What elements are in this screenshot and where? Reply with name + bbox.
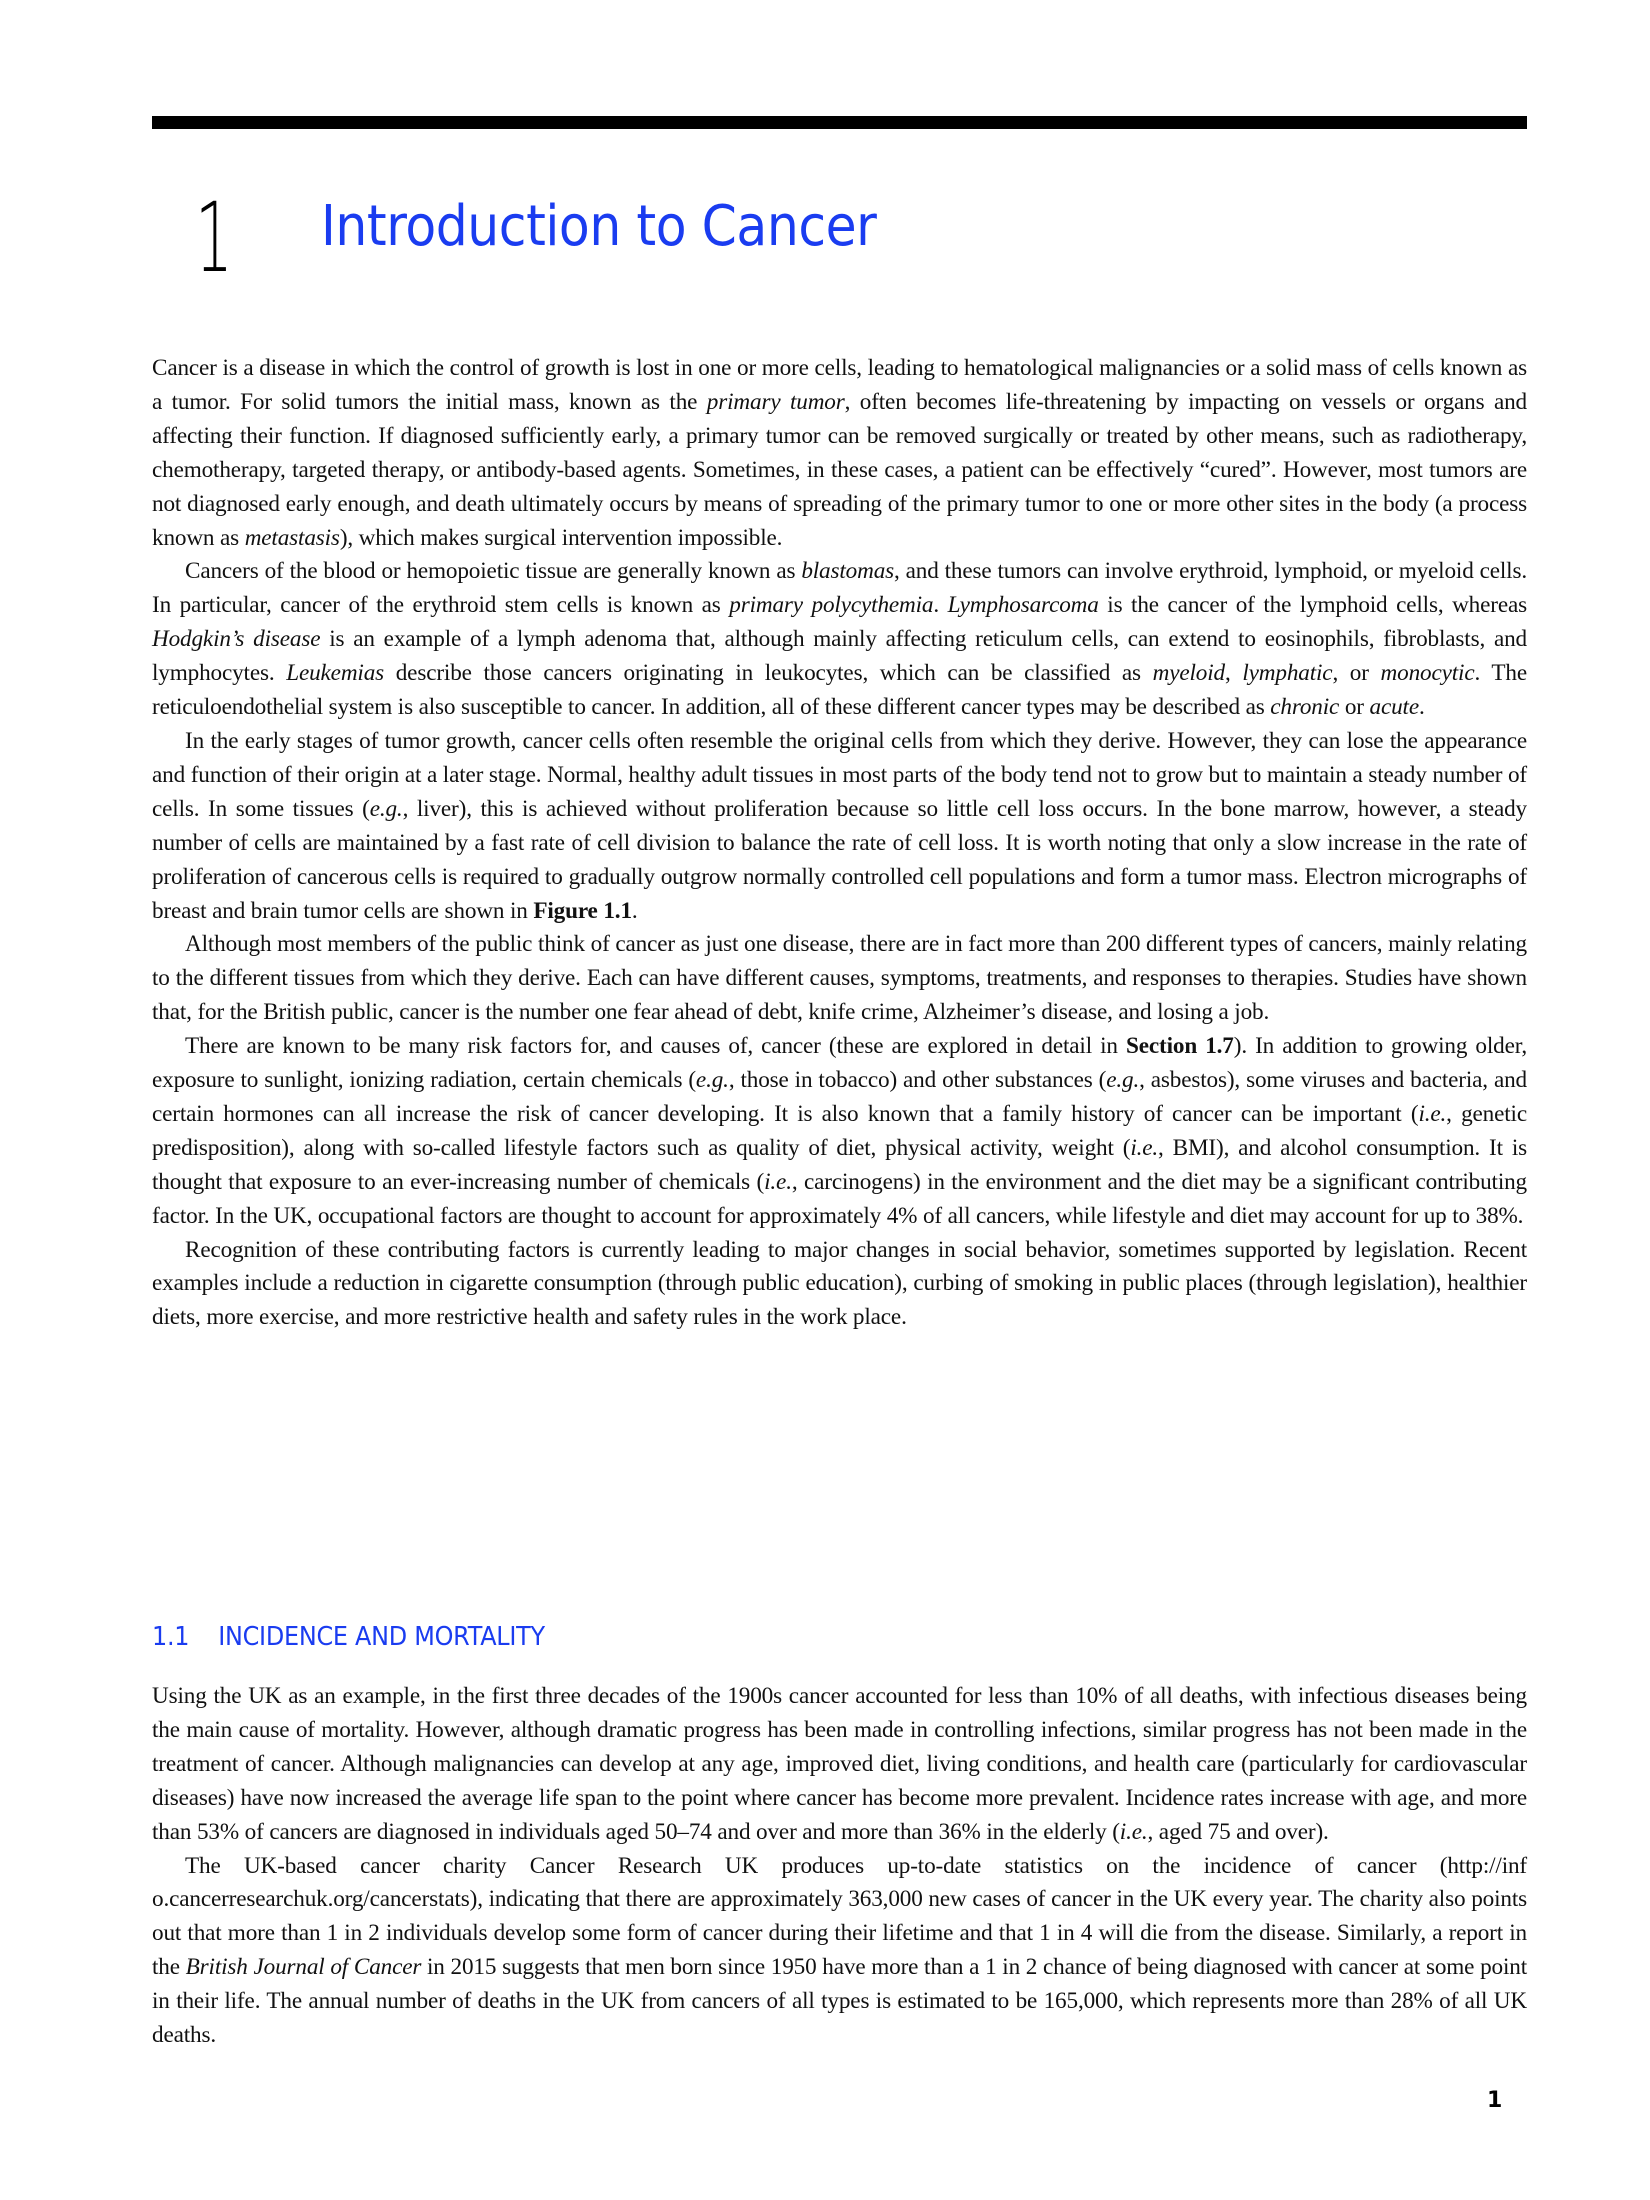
body-paragraph <box>152 725 1527 928</box>
italic-term: lymphatic <box>1242 660 1333 687</box>
text-run: Cancer is a disease in which the control of growth is lost in one or more cells, leading to hematological malignancies or a solid mass of cells known as a tumor. For solid tumors the initial mass, known as the <box>152 355 1527 415</box>
section-heading <box>152 1622 545 1652</box>
italic-term: acute <box>1369 694 1419 721</box>
italic-term: i.e. <box>1130 1134 1159 1161</box>
text-run: , and these tumors can involve erythroid, lymphoid, or myeloid cells. In particular, cancer of the erythroid stem cells is known as <box>152 558 1527 619</box>
text-run: describe those cancers originating in leukocytes, which can be classified as <box>384 660 1153 687</box>
text-run: Using the UK as an example, in the first three decades of the 1900s cancer accounted for less than 10% of all deaths, with infectious diseases being the main cause of mortality. However, although dramatic progress has been made in controlling infections, similar progress has not been made in the treatment of cancer. Although malignancies can develop at any age, improved diet, living conditions, and health care (particularly for cardiovascular diseases) have now increased the average life span to the point where cancer has become more prevalent. Incidence rates increase with age, and more than 53% of cancers are diagnosed in individuals aged 50–74 and over and more than 36% in the elderly ( <box>152 1683 1527 1845</box>
cross-reference: Figure 1.1 <box>533 897 632 924</box>
text-run: There are known to be many risk factors for, and causes of, cancer (these are explored in detail in <box>185 1033 1126 1060</box>
text-run: is the cancer of the lymphoid cells, whereas <box>1098 592 1527 619</box>
text-run: . <box>1418 694 1425 721</box>
text-run: In the early stages of tumor growth, cancer cells often resemble the original cells from which they derive. However, they can lose the appearance and function of their origin at a later stage. Normal, healthy adult tissues in most parts of the body tend not to grow but to maintain a steady number of cells. In some tissues ( <box>152 727 1527 822</box>
italic-term: Lymphosarcoma <box>947 592 1099 619</box>
italic-term: i.e. <box>1418 1100 1447 1127</box>
text-run: Recognition of these contributing factors is currently leading to major changes in social behavior, sometimes supported by legislation. Recent examples include a reduction in cigarette consumption (through public education), curbing of smoking in public places (through legislation), healthier diets, more exercise, and more restrictive health and safety rules in the work place. <box>152 1236 1527 1331</box>
italic-term: Hodgkin’s disease <box>152 626 321 653</box>
text-run: , BMI), and alcohol consumption. It is thought that exposure to an ever-increasing number of chemicals ( <box>152 1134 1527 1195</box>
body-paragraph <box>152 555 1527 725</box>
text-run: . <box>631 897 638 924</box>
body-paragraph <box>152 352 1527 555</box>
chapter-intro-body <box>152 352 1527 1335</box>
body-paragraph <box>152 1680 1527 1850</box>
section-title: INCIDENCE AND MORTALITY <box>218 1622 545 1652</box>
text-run: , <box>1225 660 1243 687</box>
italic-term: e.g. <box>1106 1067 1140 1094</box>
section-number: 1.1 <box>152 1622 190 1652</box>
page-number: 1 <box>1487 2088 1503 2113</box>
text-run: is an example of a lymph adenoma that, although mainly affecting reticulum cells, can extend to eosinophils, fibroblasts, and lymphocytes. <box>152 626 1527 687</box>
text-run: in 2015 suggests that men born since 1950 have more than a 1 in 2 chance of being diagnosed with cancer at some point in their life. The annual number of deaths in the UK from cancers of all types is estimated to be 165,000, which represents more than 28% of all UK deaths. <box>152 1954 1527 2049</box>
italic-term: myeloid <box>1152 660 1225 687</box>
italic-term: primary polycythemia <box>729 592 934 619</box>
cross-reference: Section 1.7 <box>1126 1033 1234 1060</box>
body-paragraph <box>152 1030 1527 1233</box>
chapter-top-rule <box>152 116 1527 129</box>
italic-term: Leukemias <box>286 660 385 687</box>
text-run: ). In addition to growing older, exposure to sunlight, ionizing radiation, certain chemicals ( <box>152 1033 1528 1094</box>
text-run: , often becomes life-threatening by impacting on vessels or organs and affecting their function. If diagnosed sufficiently early, a primary tumor can be removed surgically or treated by other means, such as radiotherapy, chemotherapy, targeted therapy, or antibody-based agents. Sometimes, in these cases, a patient can be effectively “cured”. However, most tumors are not diagnosed early enough, and death ultimately occurs by means of spreading of the primary tumor to one or more other sites in the body (a process known as <box>152 388 1527 551</box>
body-paragraph <box>152 1234 1527 1336</box>
text-run: , aged 75 and over). <box>1147 1818 1329 1845</box>
text-run: , liver), this is achieved without proliferation because so little cell loss occurs. In the bone marrow, however, a steady number of cells are maintained by a fast rate of cell division to balance the rate of cell loss. It is worth noting that only a slow increase in the rate of proliferation of cancerous cells is required to gradually outgrow normally controlled cell populations and form a tumor mass. Electron micrographs of breast and brain tumor cells are shown in <box>152 795 1528 924</box>
text-run: ), which makes surgical intervention impossible. <box>339 524 783 551</box>
body-paragraph <box>152 1850 1527 2053</box>
italic-term: i.e. <box>1119 1818 1148 1845</box>
text-run: The UK-based cancer charity Cancer Research UK produces up-to-date statistics on the incidence of cancer (http://inf o.cancerresearchuk.org/cancerstats), indicating that there are approximately 363,000 new cases of cancer in the UK every year. The charity also points out that more than 1 in 2 individuals develop some form of cancer during their lifetime and that 1 in 4 will die from the disease. Similarly, a report in the <box>152 1852 1527 1981</box>
text-run: or <box>1339 694 1370 721</box>
italic-term: metastasis <box>244 524 340 551</box>
italic-term: chronic <box>1270 694 1340 721</box>
italic-term: British Journal of Cancer <box>185 1954 422 1981</box>
italic-term: e.g. <box>369 795 403 822</box>
chapter-heading <box>195 180 938 294</box>
chapter-number: 1 <box>195 182 233 294</box>
text-run: . <box>933 592 948 619</box>
text-run: , carcinogens) in the environment and the diet may be a significant contributing factor. In the UK, occupational factors are thought to account for approximately 4% of all cancers, while lifestyle and diet may account for up to 38%. <box>152 1168 1527 1229</box>
text-run: , those in tobacco) and other substances ( <box>728 1067 1107 1094</box>
text-run: , or <box>1332 660 1381 687</box>
text-run: Although most members of the public think of cancer as just one disease, there are in fact more than 200 different types of cancers, mainly relating to the different tissues from which they derive. Each can have different causes, symptoms, treatments, and responses to therapies. Studies have shown that, for the British public, cancer is the number one fear ahead of debt, knife crime, Alzheimer’s disease, and losing a job. <box>152 931 1527 1026</box>
italic-term: primary tumor <box>706 388 845 415</box>
italic-term: monocytic <box>1380 660 1475 687</box>
body-paragraph <box>152 928 1527 1030</box>
section-body <box>152 1680 1527 2053</box>
text-run: , genetic predisposition), along with so-called lifestyle factors such as quality of diet, physical activity, weight ( <box>152 1100 1527 1161</box>
text-run: . The reticuloendothelial system is also susceptible to cancer. In addition, all of these different cancer types may be described as <box>152 660 1527 721</box>
chapter-title: Introduction to Cancer <box>321 194 877 259</box>
text-run: Cancers of the blood or hemopoietic tissue are generally known as <box>185 558 802 585</box>
italic-term: e.g. <box>695 1067 729 1094</box>
text-run: , asbestos), some viruses and bacteria, and certain hormones can all increase the risk of cancer developing. It is also known that a family history of cancer can be important ( <box>152 1067 1527 1127</box>
italic-term: blastomas <box>801 558 895 585</box>
italic-term: i.e. <box>764 1168 792 1195</box>
